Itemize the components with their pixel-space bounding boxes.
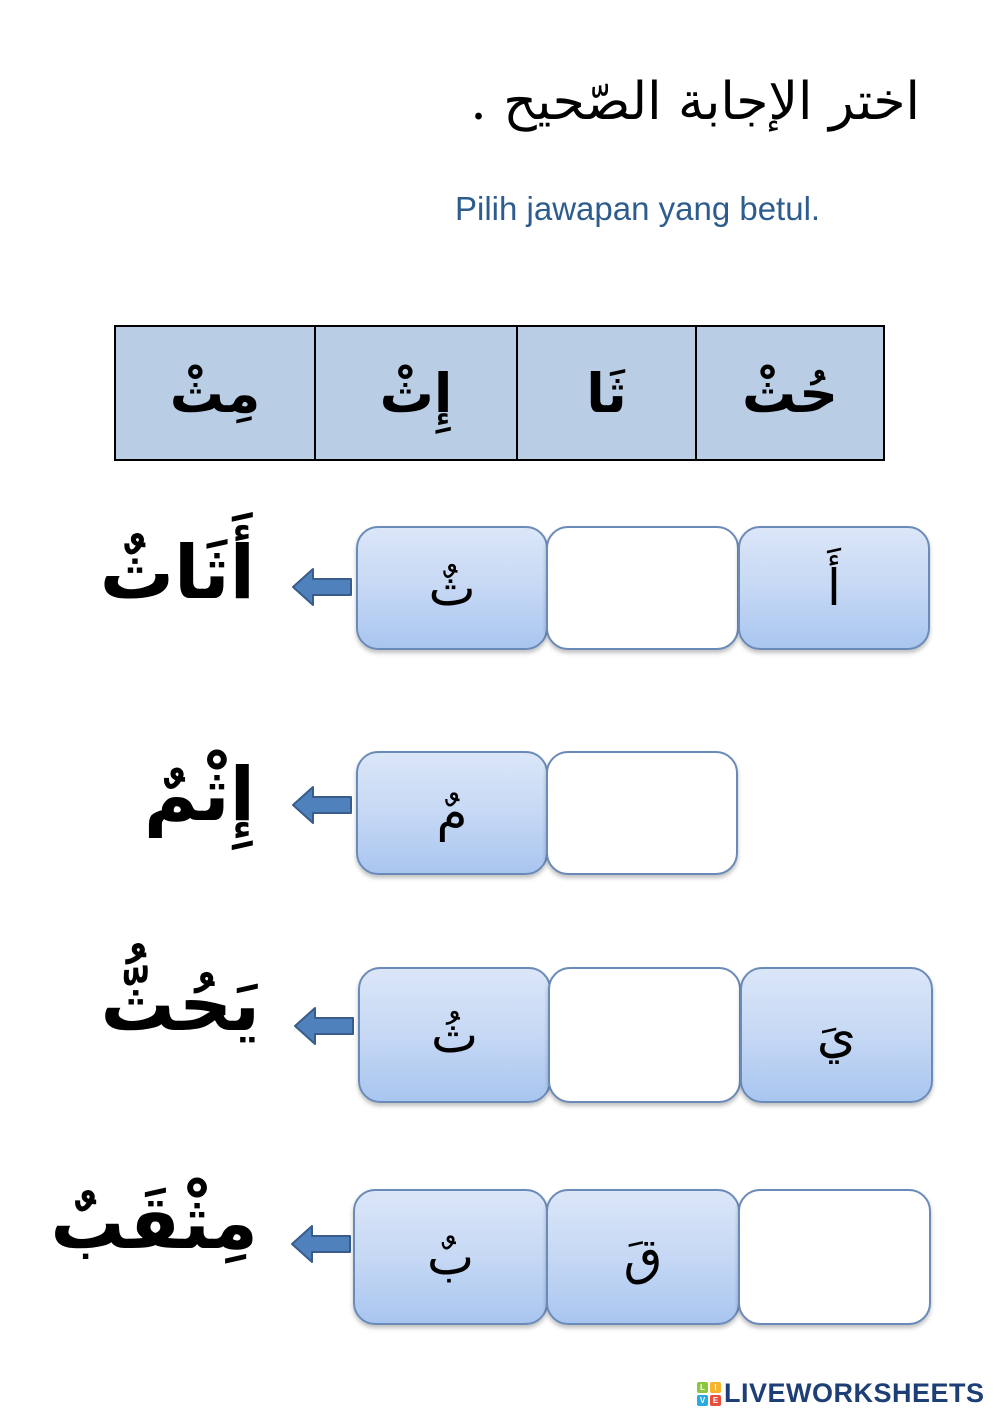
left-arrow-icon xyxy=(291,567,353,607)
question-word: مِثْقَبٌ xyxy=(50,1180,258,1266)
option-cell[interactable]: ثَا xyxy=(518,327,697,459)
syllable-box xyxy=(356,526,548,650)
syllable-text: ثُ xyxy=(430,1006,479,1064)
question-word: إِثْمٌ xyxy=(143,752,255,838)
syllable-text: يَ xyxy=(816,1006,857,1064)
left-arrow-icon xyxy=(291,785,353,825)
logo-icon: L I V E xyxy=(697,1382,721,1406)
left-arrow-icon xyxy=(290,1224,352,1264)
option-cell[interactable]: مِثْ xyxy=(116,327,316,459)
syllable-text: قَ xyxy=(623,1228,663,1286)
option-cell[interactable]: إِثْ xyxy=(316,327,518,459)
answer-box[interactable] xyxy=(738,1189,931,1325)
instruction-title-arabic: اختر الإجابة الصّحيح . xyxy=(470,72,920,132)
syllable-text: أَ xyxy=(827,559,841,617)
syllable-box xyxy=(738,526,930,650)
syllable-box xyxy=(546,1189,740,1325)
answer-box[interactable] xyxy=(548,967,741,1103)
answer-options-table xyxy=(114,325,885,461)
option-cell[interactable]: حُثْ xyxy=(741,361,839,425)
syllable-text: مٌ xyxy=(436,784,468,842)
syllable-text: ثٌ xyxy=(428,559,476,617)
answer-input[interactable] xyxy=(757,1216,912,1297)
logo-text: LIVEWORKSHEETS xyxy=(724,1378,985,1408)
answer-input[interactable] xyxy=(565,776,719,850)
instruction-subtitle: Pilih jawapan yang betul. xyxy=(455,190,821,227)
syllable-box xyxy=(740,967,933,1103)
left-arrow-icon xyxy=(293,1006,355,1046)
answer-input[interactable] xyxy=(567,994,722,1075)
syllable-box xyxy=(353,1189,548,1325)
answer-input[interactable] xyxy=(565,551,720,625)
syllable-box xyxy=(358,967,551,1103)
question-word: أَثَاثٌ xyxy=(99,530,255,616)
syllable-box xyxy=(356,751,548,875)
answer-box[interactable] xyxy=(546,526,739,650)
syllable-text: بٌ xyxy=(426,1228,475,1286)
answer-box[interactable] xyxy=(546,751,738,875)
liveworksheets-logo[interactable] xyxy=(697,1378,985,1409)
question-word: يَحُثُّ xyxy=(100,962,260,1048)
